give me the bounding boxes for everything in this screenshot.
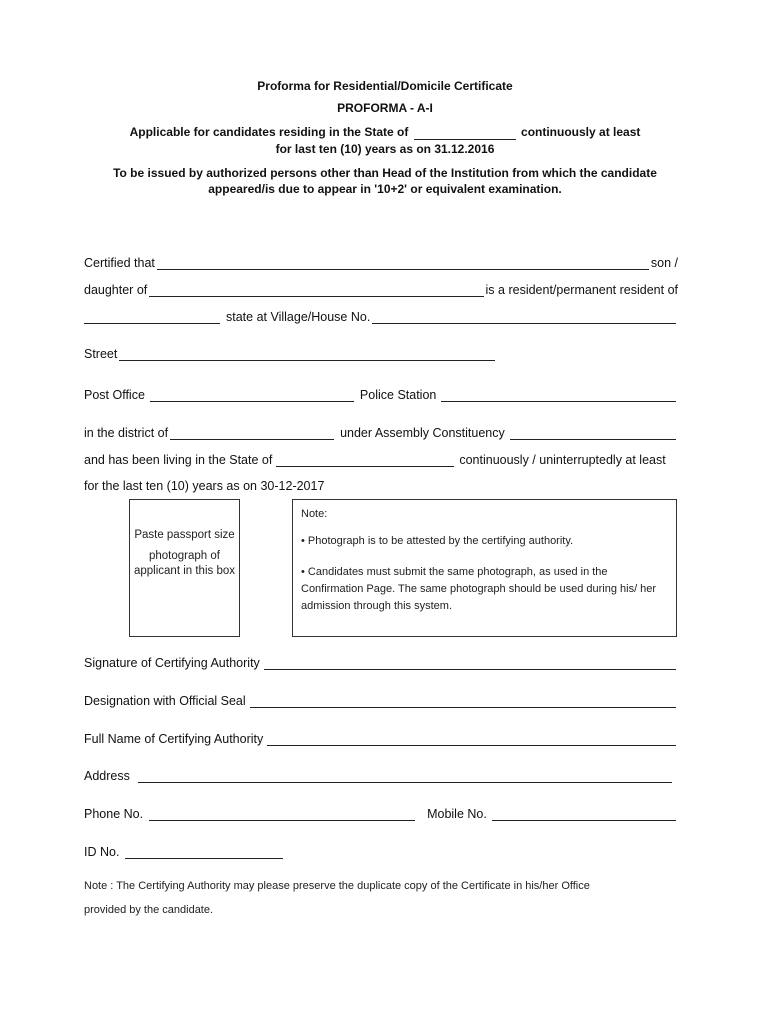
- state-at-village-label: state at Village/House No.: [226, 310, 371, 324]
- mobile-blank[interactable]: [492, 806, 676, 821]
- address-blank[interactable]: [138, 768, 672, 783]
- post-office-row: [84, 384, 678, 402]
- district-row: [84, 422, 678, 440]
- id-row: [84, 841, 678, 859]
- candidate-name-blank[interactable]: [157, 255, 649, 270]
- note-box-title: Note:: [301, 508, 328, 520]
- district-blank[interactable]: [170, 425, 334, 440]
- proforma-label: PROFORMA - A-I: [337, 101, 433, 115]
- village-row: [84, 306, 678, 324]
- street-row: [84, 343, 678, 361]
- id-label: ID No.: [84, 845, 120, 859]
- living-state-blank[interactable]: [276, 452, 454, 467]
- mobile-label: Mobile No.: [427, 807, 487, 821]
- photo-box[interactable]: [129, 499, 240, 637]
- footer-note-line-2: provided by the candidate.: [84, 904, 214, 916]
- signature-label: Signature of Certifying Authority: [84, 656, 260, 670]
- daughter-row: [84, 279, 678, 297]
- daughter-of-label: daughter of: [84, 283, 148, 297]
- full-name-blank[interactable]: [267, 731, 676, 746]
- footer-note-line-1: Note : The Certifying Authority may please preserve the duplicate copy of the Certificate in his/her Office: [84, 880, 590, 892]
- street-blank[interactable]: [119, 346, 495, 361]
- issued-line-2: appeared/is due to appear in '10+2' or equivalent examination.: [208, 182, 562, 196]
- address-row: [84, 765, 678, 783]
- state-name-blank[interactable]: [84, 309, 220, 324]
- photo-box-line-1: Paste passport size: [134, 529, 235, 541]
- photo-box-line-2: photograph of applicant in this box: [133, 550, 235, 577]
- son-label: son /: [650, 256, 678, 270]
- continuously-label: continuously / uninterruptedly at least: [459, 453, 666, 467]
- signature-row: [84, 652, 678, 670]
- parent-name-blank[interactable]: [149, 282, 483, 297]
- assembly-label: under Assembly Constituency: [340, 426, 505, 440]
- post-office-blank[interactable]: [150, 387, 354, 402]
- signature-blank[interactable]: [264, 655, 676, 670]
- designation-row: [84, 690, 678, 708]
- designation-blank[interactable]: [250, 693, 676, 708]
- police-station-label: Police Station: [359, 388, 437, 402]
- id-blank[interactable]: [125, 844, 283, 859]
- living-row: [84, 449, 678, 467]
- phone-row: [84, 803, 678, 821]
- district-label: in the district of: [84, 426, 169, 440]
- applicable-line-2: for last ten (10) years as on 31.12.2016: [275, 142, 495, 156]
- assembly-blank[interactable]: [510, 425, 676, 440]
- post-office-label: Post Office: [84, 388, 145, 402]
- note-item-2: • Candidates must submit the same photograph, as used in the Confirmation Page. The same photograph should be used during his/ her admission through this system.: [301, 566, 657, 612]
- document-title: Proforma for Residential/Domicile Certificate: [257, 79, 513, 93]
- applicable-line-1: [0, 124, 770, 140]
- phone-blank[interactable]: [149, 806, 415, 821]
- living-in-state-label: and has been living in the State of: [84, 453, 273, 467]
- phone-label: Phone No.: [84, 807, 144, 821]
- issued-line-1: To be issued by authorized persons other than Head of the Institution from which the candidate: [113, 166, 657, 180]
- full-name-label: Full Name of Certifying Authority: [84, 732, 264, 746]
- full-name-row: [84, 728, 678, 746]
- footer-note: [84, 874, 684, 922]
- designation-label: Designation with Official Seal: [84, 694, 246, 708]
- resident-of-label: is a resident/permanent resident of: [485, 283, 678, 297]
- applicable-pre: Applicable for candidates residing in the State of: [129, 125, 409, 139]
- certified-that-label: Certified that: [84, 256, 155, 270]
- note-box: [292, 499, 677, 637]
- police-station-blank[interactable]: [441, 387, 676, 402]
- address-label: Address: [84, 769, 130, 783]
- last-ten-years-row: [84, 475, 678, 493]
- village-house-blank[interactable]: [372, 309, 676, 324]
- state-blank[interactable]: [414, 127, 516, 140]
- applicable-post: continuously at least: [521, 125, 641, 139]
- note-item-1: • Photograph is to be attested by the certifying authority.: [301, 535, 574, 547]
- certified-row: [84, 252, 678, 270]
- last-ten-years-label: for the last ten (10) years as on 30-12-2017: [84, 479, 325, 493]
- street-label: Street: [84, 347, 118, 361]
